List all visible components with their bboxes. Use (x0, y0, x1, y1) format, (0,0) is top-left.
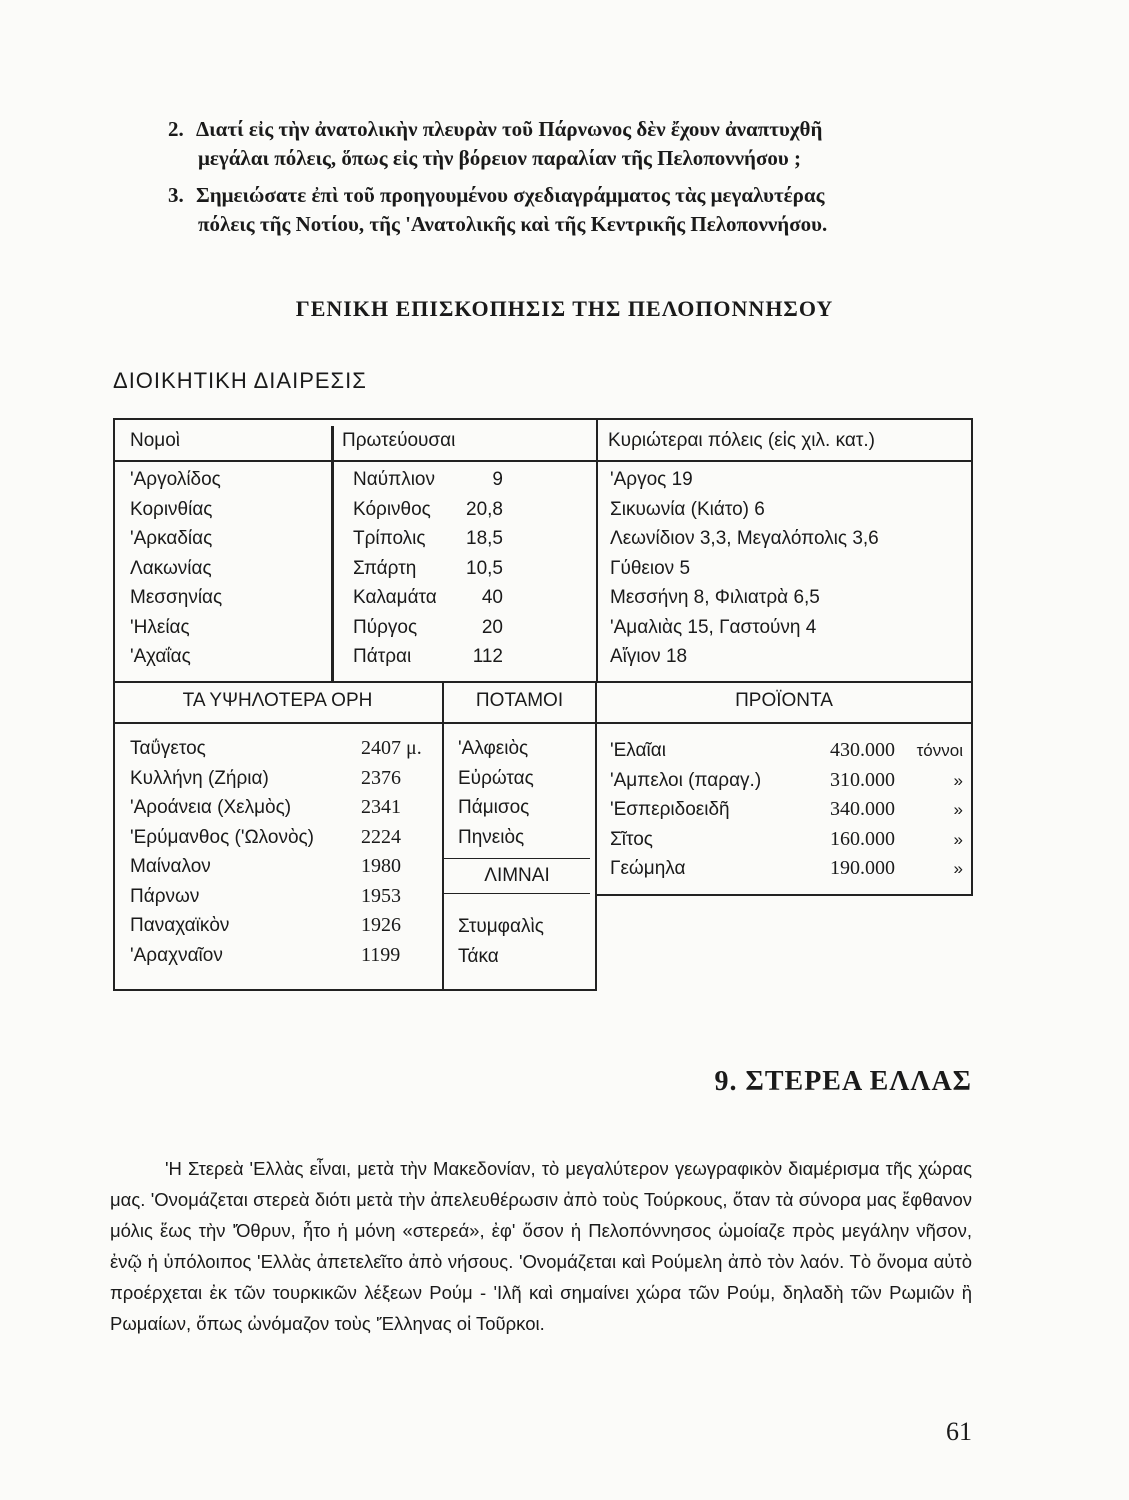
product-amount: 160.000 (830, 827, 895, 850)
mountains-header: ΤΑ ΥΨΗΛΟΤΕΡΑ ΟΡΗ (182, 690, 373, 711)
mountain-name: 'Αροάνεια (Χελμὸς) (130, 797, 292, 818)
col-divider-2 (596, 418, 598, 682)
capital-name: Πάτραι (353, 646, 412, 667)
lake-name: Στυμφαλὶς (458, 916, 544, 937)
products-amounts-column (803, 736, 895, 884)
question-number: 2. (168, 117, 184, 141)
nomos-name: 'Αργολίδος (130, 469, 221, 490)
body-paragraph: 'Η Στερεὰ 'Ελλὰς εἶναι, μετὰ τὴν Μακεδονίαν, τὸ μεγαλύτερον γεωγραφικὸν διαμέρισμα τῆς χώρας μας. 'Ονομάζεται στερεὰ διότι μετὰ τὴν ἀπελευθέρωσιν ἀπὸ τοὺς Τούρκους, ὅταν τὰ σύνορα μας ἔφθανον μόλις ἕως τὴν 'Όθρυν, ἦτο ἡ μόνη «στερεά», ἐφ' ὅσον ἡ Πελοπόννησος ὡμοίαζε πρὸς μεγάλην νῆσον, ἐνῷ ἡ ὑπόλοιπος 'Ελλὰς ἀπετελεῖτο ἀπὸ νήσους. 'Ονομάζεται καὶ Ρούμελη ἀπὸ τὸν λαόν. Τὸ ὄνομα αὐτὸ προέρχεται ἐκ τῶν τουρκικῶν λέξεων Ρούμ - 'Ιλῆ καὶ σημαίνει χώρα τῶν Ρούμ, δηλαδὴ τῶν Ρωμιῶν ἢ Ρωμαίων, ὅπως ὠνόμαζον τοὺς 'Έλληνας οἱ Τοῦρκοι. (110, 1158, 972, 1334)
header-capitals: Πρωτεύουσαι (342, 430, 456, 451)
mountain-height: 2341 (361, 796, 401, 818)
cities-entry: Μεσσήνη 8, Φιλιατρὰ 6,5 (610, 587, 820, 608)
capital-population: 112 (472, 646, 503, 667)
products-units-column (897, 736, 963, 884)
product-amount: 430.000 (830, 739, 895, 761)
cities-entry: Αἴγιον 18 (610, 646, 688, 667)
nomos-name: Μεσσηνίας (130, 587, 223, 608)
product-unit: » (953, 770, 963, 790)
question-text-line2: μεγάλαι πόλεις, ὅπως εἰς τὴν βόρειον παραλίαν τῆς Πελοποννήσου ; (198, 146, 802, 170)
product-name: 'Εσπεριδοειδῆ (610, 799, 730, 820)
product-unit: » (953, 829, 963, 849)
capitals-column (353, 465, 437, 672)
table-top-border (113, 418, 973, 420)
nomos-name: Κορινθίας (130, 498, 213, 520)
capital-population: 10,5 (466, 557, 503, 579)
cities-entry: Γύθειον 5 (610, 557, 691, 579)
mountains-heights-column (361, 734, 422, 970)
capital-name: Σπάρτη (353, 557, 417, 579)
table-bottom-border (113, 989, 597, 991)
mountain-name: 'Ερύμανθος ('Ωλονὸς) (130, 826, 314, 848)
mountain-height: 1980 (361, 855, 401, 877)
lakes-column (458, 912, 544, 971)
mountains-names-column (130, 734, 314, 970)
mountain-height: 1199 (361, 943, 401, 966)
capital-name: Ναύπλιον (353, 469, 435, 490)
header-cities: Κυριώτεραι πόλεις (εἰς χιλ. κατ.) (608, 430, 875, 451)
river-name: Εὐρώτας (458, 767, 534, 789)
rivers-column (458, 734, 534, 852)
rivers-products-divider (595, 682, 597, 990)
product-amount: 340.000 (830, 798, 895, 820)
question-2 (168, 115, 978, 173)
question-3 (168, 181, 978, 239)
rivers-header: ΠΟΤΑΜΟΙ (475, 690, 564, 711)
cities-entry: Λεωνίδιον 3,3, Μεγαλόπολις 3,6 (610, 528, 879, 549)
mountain-height: 2224 (361, 825, 401, 848)
lake-name: Τάκα (458, 945, 499, 967)
products-header: ΠΡΟΪΟΝΤΑ (735, 690, 833, 711)
product-amount: 190.000 (830, 857, 895, 879)
table-right-border (971, 418, 973, 723)
capital-population-column (453, 465, 503, 672)
products-right (971, 724, 973, 896)
river-name: 'Αλφειὸς (458, 738, 529, 759)
nomos-name: 'Αρκαδίας (130, 528, 213, 549)
mountain-name: 'Αραχναῖον (130, 944, 223, 966)
product-unit: » (953, 859, 963, 878)
nomos-name: Λακωνίας (130, 557, 212, 579)
overview-heading: ΓΕΝΙΚΗ ΕΠΙΣΚΟΠΗΣΙΣ ΤΗΣ ΠΕΛΟΠΟΝΝΗΣΟΥ (295, 296, 834, 321)
capital-population: 9 (492, 469, 503, 490)
products-bottom (597, 894, 973, 896)
product-unit: » (953, 800, 963, 819)
mountains-rivers-divider (442, 682, 444, 990)
product-name: 'Ελαῖαι (610, 740, 666, 761)
col-divider-1 (331, 426, 334, 682)
product-name: 'Αμπελοι (παραγ.) (610, 769, 762, 791)
section-title: 9. ΣΤΕΡΕΑ ΕΛΛΑΣ (714, 1066, 972, 1097)
mountain-name: Μαίναλον (130, 856, 211, 877)
mountain-height: 1926 (361, 914, 401, 936)
capital-name: Τρίπολις (353, 528, 426, 549)
lakes-header-bottom (444, 893, 590, 894)
header-divider (113, 460, 973, 462)
overview-table (113, 418, 973, 990)
capital-population: 20 (481, 616, 503, 638)
section2-header-divider (113, 722, 973, 724)
mountain-height: 2407 μ. (361, 737, 422, 759)
question-text-line2: πόλεις τῆς Νοτίου, τῆς 'Ανατολικῆς καὶ τῆς Κεντρικῆς Πελοποννήσου. (198, 212, 828, 236)
capital-population: 20,8 (466, 498, 503, 520)
nomos-name: 'Αχαΐας (130, 646, 191, 667)
question-text-line1: Σημειώσατε ἐπὶ τοῦ προηγουμένου σχεδιαγράμματος τὰς μεγαλυτέρας (196, 183, 825, 207)
river-name: Πηνειὸς (458, 826, 525, 848)
cities-entry: 'Αμαλιὰς 15, Γαστούνη 4 (610, 616, 817, 638)
capital-name: Καλαμάτα (353, 587, 437, 608)
nomoi-column (130, 465, 222, 672)
products-names-column (610, 736, 761, 884)
cities-entry: Σικυωνία (Κιάτο) 6 (610, 498, 765, 520)
mountain-name: Πάρνων (130, 885, 200, 907)
capital-name: Κόρινθος (353, 498, 431, 520)
capital-name: Πύργος (353, 616, 418, 638)
mountain-name: Κυλλήνη (Ζήρια) (130, 767, 269, 789)
lakes-header: ΛΙΜΝΑΙ (484, 865, 550, 886)
question-number: 3. (168, 183, 184, 207)
mountain-height: 2376 (361, 766, 401, 789)
section2-top (113, 681, 973, 683)
cities-column (610, 465, 879, 672)
product-amount: 310.000 (830, 768, 895, 791)
page-number: 61 (946, 1417, 972, 1446)
header-nomoi: Νομοὶ (130, 430, 181, 451)
mountain-height: 1953 (361, 884, 401, 907)
cities-entry: 'Αργος 19 (610, 469, 693, 490)
question-text-line1: Διατί εἰς τὴν ἀνατολικὴν πλευρὰν τοῦ Πάρνωνος δὲν ἔχουν ἀναπτυχθῆ (196, 117, 823, 141)
product-name: Σῖτος (610, 828, 653, 850)
capital-population: 40 (481, 587, 503, 608)
mountain-name: Ταΰγετος (130, 738, 206, 759)
lakes-header-top (444, 858, 590, 859)
admin-division-subheading: ΔΙΟΙΚΗΤΙΚΗ ΔΙΑΙΡΕΣΙΣ (113, 368, 367, 393)
mountain-name: Παναχαϊκὸν (130, 915, 230, 936)
capital-population: 18,5 (466, 528, 503, 549)
river-name: Πάμισος (458, 797, 530, 818)
nomos-name: 'Ηλείας (130, 616, 190, 638)
product-unit: τόννοι (916, 741, 963, 760)
product-name: Γεώμηλα (610, 858, 686, 879)
